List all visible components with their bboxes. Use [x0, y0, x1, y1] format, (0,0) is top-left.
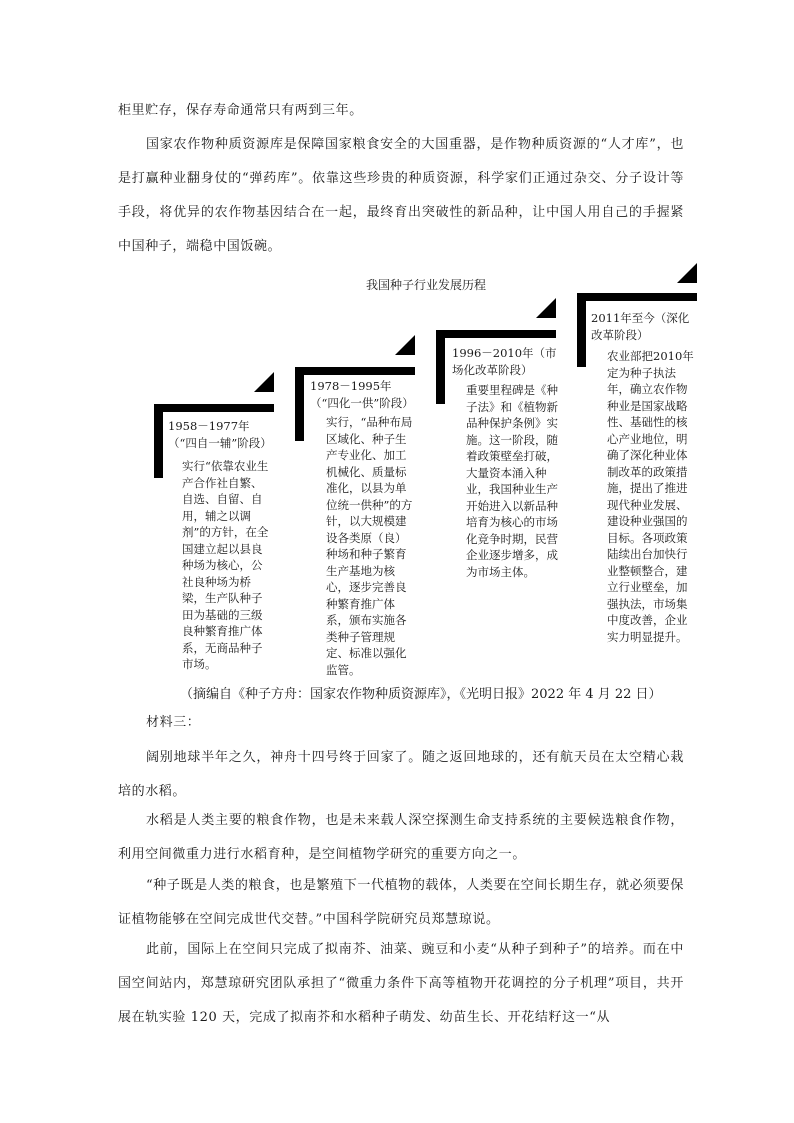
paragraph: 国家农作物种质资源库是保障国家粮食安全的大国重器，是作物种质资源的“人才库”，也是打赢种业翻身仗的“弹药库”。依靠这些珍贵的种质资源，科学家们正通过杂交、分子设计等手段，将优异的农作物基因结合在一起，最终育出突破性的新品种，让中国人用自己的手握紧中国种子，端稳中国饭碗。: [118, 137, 684, 254]
step-1-vertical-bar: [154, 404, 163, 478]
step-4-body: 农业部把2010年定为种子执法年，确立农作物种业是国家战略性、基础性的核心产业地位，明确了深化种业体制改革的政策措施，提出了推进现代种业发展、建设种业强国的目标。各项政策陆续出台加快行业整顿整合，建立行业壁垒，加强执法，市场集中度改善，企业实力明显提升。: [607, 349, 694, 644]
paragraph: 阔别地球半年之久，神舟十四号终于回家了。随之返回地球的，还有航天员在太空精心栽培的水稻。: [118, 750, 684, 799]
step-4-horizontal-bar: [577, 293, 697, 301]
chart-title: 我国种子行业发展历程: [366, 278, 487, 292]
source-citation: （摘编自《种子方舟：国家农作物种质资源库》，《光明日报》2022 年 4 月 22 日）: [180, 687, 662, 702]
step-4-title: 2011年至今（深化改革阶段）: [591, 311, 690, 342]
step-1-horizontal-bar: [154, 404, 274, 412]
step-1-title: 1958－1977年（“四自一辅”阶段）: [168, 419, 272, 450]
step-2-title: 1978－1995年（“四化一供”阶段）: [310, 379, 414, 410]
step-1-corner-triangle: [254, 372, 274, 392]
paragraph: 柜里贮存，保存寿命通常只有两到三年。: [118, 103, 363, 118]
step-3-body: 重要里程碑是《种子法》和《植物新品种保护条例》实施。这一阶段，随着政策壁垒打破，大量资本涌入种业，我国种业生产开始进入以新品种培育为核心的市场化竞争时期，民营企业逐步增多，成为市场主体。: [466, 383, 558, 579]
step-4-corner-triangle: [677, 263, 697, 283]
step-2-vertical-bar: [295, 367, 304, 441]
step-2-horizontal-bar: [295, 367, 415, 375]
step-3-title: 1996－2010年（市场化改革阶段）: [452, 346, 557, 377]
paragraph: 此前，国际上在空间只完成了拟南芥、油菜、豌豆和小麦“从种子到种子”的培养。而在中国空间站内，郑慧琼研究团队承担了“微重力条件下高等植物开花调控的分子机理”项目，共开展在轨实验 120 天，完成了拟南芥和水稻种子萌发、幼苗生长、开花结籽这一“从: [118, 942, 684, 1025]
step-3-corner-triangle: [536, 298, 556, 318]
step-3-vertical-bar: [436, 330, 445, 404]
step-1-body: 实行“依靠农业生产合作社自繁、自选、自留、自用，辅之以调剂”的方针，在全国建立起以县良种场为核心，公社良种场为桥梁，生产队种子田为基础的三级良种繁育推广体系，无商品种子市场。: [182, 459, 269, 671]
section-label: 材料三：: [146, 715, 201, 730]
step-4-vertical-bar: [577, 293, 586, 367]
step-3-horizontal-bar: [436, 330, 556, 338]
paragraph: 水稻是人类主要的粮食作物，也是未来载人深空探测生命支持系统的主要候选粮食作物，利用空间微重力进行水稻育种，是空间植物学研究的重要方向之一。: [118, 813, 684, 862]
step-2-body: 实行，“品种布局区域化、种子生产专业化、加工机械化、质量标准化，以县为单位统一供种”的方针，以大规模建设各类原（良）种场和种子繁育生产基地为核心，逐步完善良种繁育推广体系，颁布实施各类种子管理规定、标准以强化监管。: [326, 415, 413, 677]
paragraph: “种子既是人类的粮食，也是繁殖下一代植物的载体，人类要在空间长期生存，就必须要保证植物能够在空间完成世代交替。”中国科学院研究员郑慧琼说。: [118, 878, 684, 927]
step-2-corner-triangle: [395, 335, 415, 355]
